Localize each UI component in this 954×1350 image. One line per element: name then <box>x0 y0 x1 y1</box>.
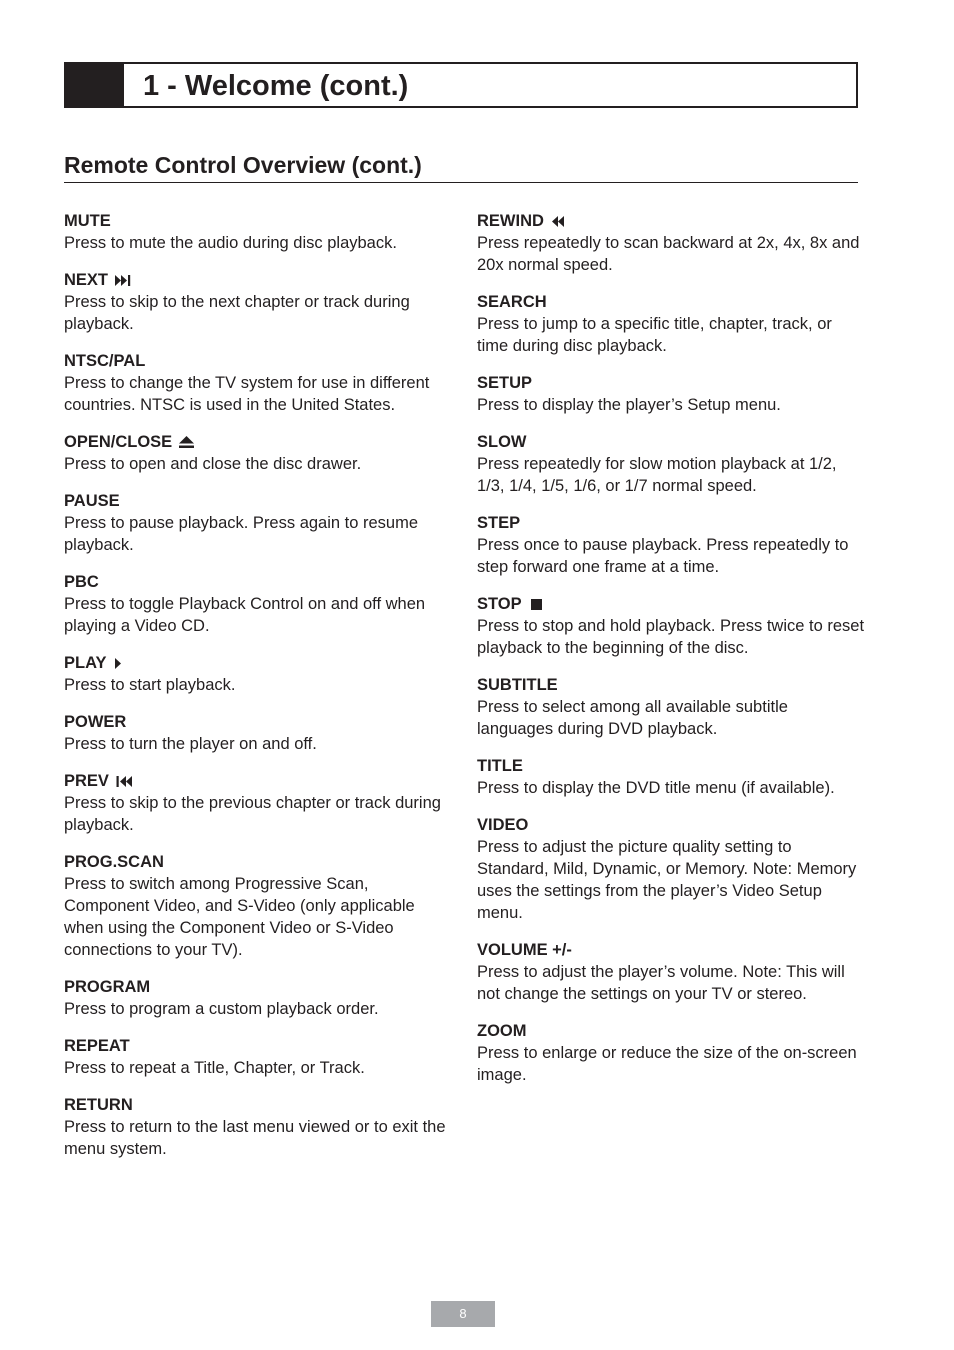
button-entry <box>477 210 867 276</box>
right-column <box>477 210 867 1101</box>
button-description: Press to open and close the disc drawer. <box>64 455 362 473</box>
button-entry <box>64 490 454 556</box>
button-name: STOP <box>477 595 522 613</box>
chapter-header <box>64 62 858 108</box>
button-name-row <box>64 770 454 792</box>
button-entry <box>64 652 454 696</box>
button-name-row <box>477 593 867 615</box>
button-name-row <box>64 976 454 998</box>
button-name-row <box>477 291 867 313</box>
button-description: Press to select among all available subtitle languages during DVD playback. <box>477 698 788 738</box>
button-entry <box>64 431 454 475</box>
button-name: PLAY <box>64 654 107 672</box>
button-entry <box>477 814 867 924</box>
button-entry <box>477 372 867 416</box>
button-name: SEARCH <box>477 293 547 311</box>
button-description: Press to skip to the next chapter or track during playback. <box>64 293 410 333</box>
button-name-row <box>477 210 867 232</box>
button-name-row <box>477 814 867 836</box>
button-description: Press to toggle Playback Control on and off when playing a Video CD. <box>64 595 426 635</box>
button-name: VOLUME +/- <box>477 941 572 959</box>
button-entry <box>477 939 867 1005</box>
button-description: Press to adjust the player’s volume. Note: This will not change the settings on your TV or stereo. <box>477 963 845 1003</box>
prev-icon <box>115 775 133 788</box>
button-description: Press to mute the audio during disc playback. <box>64 234 397 252</box>
page-number: 8 <box>431 1301 495 1327</box>
button-name-row <box>477 755 867 777</box>
button-name: SUBTITLE <box>477 676 558 694</box>
section-divider <box>64 182 858 183</box>
button-name-row <box>477 1020 867 1042</box>
button-name-row <box>64 711 454 733</box>
button-description: Press to skip to the previous chapter or track during playback. <box>64 794 441 834</box>
button-name: PREV <box>64 772 109 790</box>
button-entry <box>64 976 454 1020</box>
button-name-row <box>64 269 454 291</box>
button-description: Press to turn the player on and off. <box>64 735 317 753</box>
button-description: Press once to pause playback. Press repeatedly to step forward one frame at a time. <box>477 536 849 576</box>
button-entry <box>477 755 867 799</box>
button-name: REWIND <box>477 212 544 230</box>
button-name-row <box>64 431 454 453</box>
button-entry <box>64 1035 454 1079</box>
rewind-icon <box>550 215 566 228</box>
button-description: Press to adjust the picture quality setting to Standard, Mild, Dynamic, or Memory. Note: Memory uses the settings from the player’s Video Setup menu. <box>477 838 857 922</box>
button-name-row <box>477 512 867 534</box>
button-entry <box>477 512 867 578</box>
button-name: VIDEO <box>477 816 529 834</box>
button-name: SLOW <box>477 433 527 451</box>
button-name-row <box>64 210 454 232</box>
button-name: TITLE <box>477 757 523 775</box>
button-description: Press to display the DVD title menu (if available). <box>477 779 835 797</box>
button-name-row <box>64 652 454 674</box>
button-name: NEXT <box>64 271 109 289</box>
button-entry <box>64 210 454 254</box>
button-description: Press to repeat a Title, Chapter, or Track. <box>64 1059 365 1077</box>
button-entry <box>477 1020 867 1086</box>
button-description: Press to enlarge or reduce the size of the on-screen image. <box>477 1044 857 1084</box>
button-entry <box>477 674 867 740</box>
button-name: OPEN/CLOSE <box>64 433 173 451</box>
button-description: Press to change the TV system for use in different countries. NTSC is used in the United States. <box>64 374 430 414</box>
next-icon <box>114 274 132 287</box>
button-description: Press to jump to a specific title, chapter, track, or time during disc playback. <box>477 315 832 355</box>
button-description: Press to switch among Progressive Scan, Component Video, and S-Video (only applicable when using the Component Video or S-Video connections to your TV). <box>64 875 415 959</box>
button-name-row <box>64 851 454 873</box>
button-entry <box>477 431 867 497</box>
left-column <box>64 210 454 1175</box>
button-name: PROGRAM <box>64 978 151 996</box>
header-block <box>66 64 124 106</box>
button-name: PAUSE <box>64 492 120 510</box>
button-name-row <box>64 571 454 593</box>
button-description: Press to stop and hold playback. Press twice to reset playback to the beginning of the disc. <box>477 617 865 657</box>
button-name: REPEAT <box>64 1037 130 1055</box>
button-entry <box>64 269 454 335</box>
button-entry <box>64 851 454 961</box>
button-entry <box>477 291 867 357</box>
button-description: Press to display the player’s Setup menu. <box>477 396 781 414</box>
button-name-row <box>477 431 867 453</box>
button-name: PROG.SCAN <box>64 853 164 871</box>
button-name: NTSC/PAL <box>64 352 146 370</box>
eject-icon <box>178 435 195 449</box>
button-name-row <box>477 674 867 696</box>
chapter-title: 1 - Welcome (cont.) <box>143 70 409 102</box>
button-entry <box>64 770 454 836</box>
button-name: PBC <box>64 573 99 591</box>
button-name: ZOOM <box>477 1022 527 1040</box>
button-entry <box>64 711 454 755</box>
button-description: Press to program a custom playback order. <box>64 1000 379 1018</box>
button-description: Press to return to the last menu viewed or to exit the menu system. <box>64 1118 446 1158</box>
button-name: MUTE <box>64 212 111 230</box>
button-entry <box>64 1094 454 1160</box>
button-name-row <box>64 1094 454 1116</box>
button-name: STEP <box>477 514 521 532</box>
button-name: RETURN <box>64 1096 133 1114</box>
button-description: Press to start playback. <box>64 676 236 694</box>
button-name-row <box>64 1035 454 1057</box>
section-title: Remote Control Overview (cont.) <box>64 152 422 178</box>
button-description: Press repeatedly to scan backward at 2x, 4x, 8x and 20x normal speed. <box>477 234 860 274</box>
button-entry <box>64 350 454 416</box>
button-name-row <box>477 372 867 394</box>
play-icon <box>113 657 122 670</box>
button-name-row <box>64 350 454 372</box>
button-description: Press repeatedly for slow motion playback at 1/2, 1/3, 1/4, 1/5, 1/6, or 1/7 normal speed. <box>477 455 837 495</box>
button-name: SETUP <box>477 374 533 392</box>
button-name-row <box>64 490 454 512</box>
button-description: Press to pause playback. Press again to resume playback. <box>64 514 419 554</box>
stop-icon <box>528 598 544 611</box>
button-name: POWER <box>64 713 127 731</box>
button-name-row <box>477 939 867 961</box>
button-entry <box>477 593 867 659</box>
button-entry <box>64 571 454 637</box>
